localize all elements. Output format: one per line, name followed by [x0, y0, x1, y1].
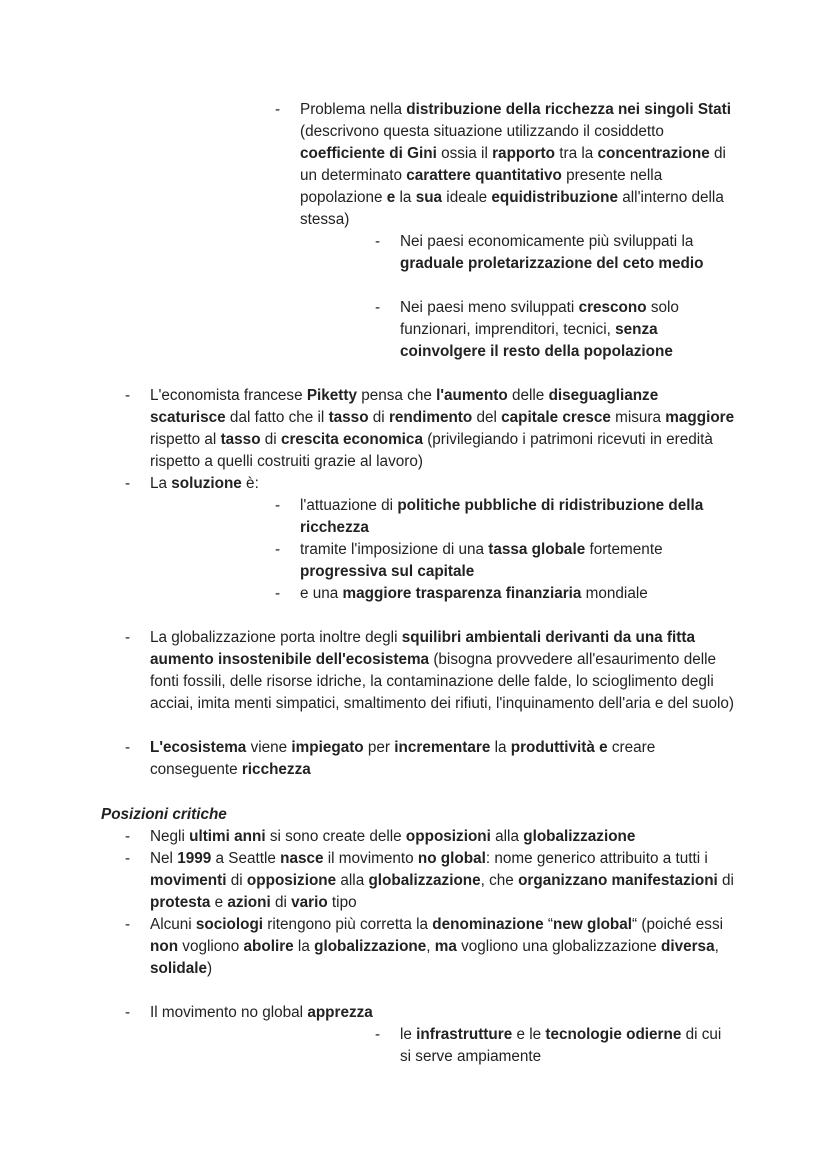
- bold-run: incrementare: [394, 739, 491, 756]
- text-run: Problema nella: [300, 101, 407, 118]
- bullet-text: [125, 737, 735, 781]
- dash-marker: -: [275, 101, 281, 118]
- bold-run: movimenti: [150, 872, 227, 889]
- bullet-text: [275, 539, 735, 583]
- bold-run: opposizioni: [405, 828, 491, 845]
- text-run: a Seattle: [211, 850, 281, 867]
- dash-marker: -: [375, 299, 381, 316]
- dash-marker: -: [125, 916, 131, 933]
- bullet-new-global: [125, 914, 735, 980]
- bold-run: tecnologie odierne: [545, 1026, 682, 1043]
- text-run: mondiale: [581, 585, 648, 602]
- sub-bullet-infrastrutture: [375, 1024, 735, 1068]
- text-run: è:: [241, 475, 259, 492]
- bullet-text: [275, 495, 735, 539]
- bold-run: maggiore trasparenza finanziaria: [342, 585, 582, 602]
- dash-marker: -: [275, 585, 281, 602]
- bold-run: ricchezza: [241, 761, 311, 778]
- text-run: ,: [714, 938, 719, 955]
- dash-marker: -: [125, 629, 131, 646]
- text-run: viene: [246, 739, 292, 756]
- bold-run: azioni: [227, 894, 271, 911]
- text-run: ritengono più corretta la: [263, 916, 433, 933]
- text-run: la: [490, 739, 511, 756]
- bold-run: crescita economica: [280, 431, 423, 448]
- bold-run: senza coinvolgere il resto della popolazione: [400, 321, 673, 360]
- text-run: rispetto al: [150, 431, 221, 448]
- bold-run: squilibri ambientali derivanti da una fitta aumento insostenibile dell'ecosistema: [150, 629, 695, 668]
- bold-run: l'aumento: [436, 387, 508, 404]
- text-run: : nome generico attribuito a tutti i: [485, 850, 708, 867]
- bold-run: no global: [417, 850, 486, 867]
- bold-run: soluzione: [171, 475, 242, 492]
- text-run: pensa che: [357, 387, 437, 404]
- bold-run: solidale: [150, 960, 207, 977]
- bullet-text: [125, 385, 735, 473]
- bold-run: Piketty: [306, 387, 357, 404]
- text-run: di: [270, 894, 292, 911]
- bullet-text: [275, 99, 735, 231]
- bullet-distribuzione: [275, 99, 735, 231]
- text-run: la: [395, 189, 416, 206]
- bold-run: apprezza: [307, 1004, 373, 1021]
- bold-run: L'ecosistema: [150, 739, 247, 756]
- text-run: dal fatto che il: [225, 409, 329, 426]
- bold-run: capitale cresce: [501, 409, 611, 426]
- bullet-ecosistema: [125, 737, 735, 781]
- bullet-text: [125, 914, 735, 980]
- bullet-squilibri-ambientali: [125, 627, 735, 715]
- bold-run: abolire: [243, 938, 294, 955]
- text-run: La: [150, 475, 172, 492]
- dash-marker: -: [375, 233, 381, 250]
- bold-run: opposizione: [246, 872, 337, 889]
- text-run: ideale: [442, 189, 492, 206]
- dash-marker: -: [125, 828, 131, 845]
- bold-run: rapporto: [492, 145, 555, 162]
- text-run: Il movimento no global: [150, 1004, 308, 1021]
- bullet-text: [375, 1024, 735, 1068]
- dash-marker: -: [125, 739, 131, 756]
- text-run: solo funzionari, imprenditori, tecnici,: [400, 299, 679, 338]
- text-run: di: [368, 409, 389, 426]
- bold-run: protesta: [150, 894, 211, 911]
- bullet-soluzione: [125, 473, 735, 495]
- text-run: di: [717, 872, 734, 889]
- text-run: l'attuazione di: [300, 497, 398, 514]
- text-run: di: [226, 872, 247, 889]
- dash-marker: -: [125, 387, 131, 404]
- text-run: L'economista francese: [150, 387, 307, 404]
- bold-run: organizzano manifestazioni: [518, 872, 718, 889]
- bold-run: globalizzazione: [368, 872, 481, 889]
- text-run: Nei paesi economicamente più sviluppati la: [400, 233, 694, 250]
- text-run: e: [210, 894, 228, 911]
- text-run: e una: [300, 585, 343, 602]
- bold-run: tassa globale: [488, 541, 586, 558]
- sub-bullet-politiche: [275, 495, 735, 539]
- bold-run: ultimi anni: [189, 828, 266, 845]
- bold-run: equidistribuzione: [491, 189, 619, 206]
- bold-run: graduale proletarizzazione del ceto medio: [400, 255, 704, 272]
- bullet-apprezza: [125, 1002, 735, 1024]
- text-run: “ (poiché essi: [632, 916, 723, 933]
- text-run: Negli: [150, 828, 190, 845]
- bullet-text: [375, 297, 735, 363]
- text-run: presente nella popolazione: [300, 167, 663, 206]
- text-run: fortemente: [585, 541, 663, 558]
- bold-run: carattere quantitativo: [406, 167, 562, 184]
- bold-run: maggiore: [665, 409, 735, 426]
- text-run: tra la: [555, 145, 598, 162]
- sub-bullet-trasparenza: [275, 583, 735, 605]
- bold-run: progressiva sul capitale: [300, 563, 475, 580]
- bullet-text: [125, 1002, 735, 1024]
- text-run: ossia il: [436, 145, 493, 162]
- text-run: di: [260, 431, 281, 448]
- section-heading: Posizioni critiche: [101, 806, 227, 823]
- dash-marker: -: [125, 1004, 131, 1021]
- text-run: di un determinato: [300, 145, 726, 184]
- bold-run: globalizzazione: [314, 938, 427, 955]
- text-run: tipo: [327, 894, 357, 911]
- text-run: “: [543, 916, 553, 933]
- dash-marker: -: [125, 475, 131, 492]
- text-run: creare conseguente: [150, 739, 656, 778]
- bold-run: diseguaglianze scaturisce: [150, 387, 659, 426]
- text-run: delle: [507, 387, 549, 404]
- bullet-text: [125, 848, 735, 914]
- text-run: ): [206, 960, 213, 977]
- sub-bullet-meno-sviluppati: [375, 297, 735, 363]
- text-run: ,: [426, 938, 435, 955]
- text-run: e le: [512, 1026, 546, 1043]
- bold-run: sua: [415, 189, 443, 206]
- bullet-text: [125, 826, 735, 848]
- dash-marker: -: [275, 541, 281, 558]
- text-run: la: [293, 938, 315, 955]
- text-run: le: [400, 1026, 417, 1043]
- text-run: del: [472, 409, 502, 426]
- text-run: si sono create delle: [265, 828, 406, 845]
- text-run: tramite l'imposizione di una: [300, 541, 489, 558]
- text-run: (privilegiando i patrimoni ricevuti in eredità rispetto a quelli costruiti grazie al lavoro): [150, 431, 713, 470]
- text-run: Nei paesi meno sviluppati: [400, 299, 579, 316]
- bullet-text: [125, 473, 735, 495]
- bullet-text: [375, 231, 735, 275]
- bold-run: infrastrutture: [416, 1026, 513, 1043]
- bold-run: tasso: [220, 431, 261, 448]
- bold-run: e: [386, 189, 396, 206]
- bold-run: ma: [434, 938, 457, 955]
- text-run: all'interno della stessa): [300, 189, 724, 228]
- text-run: Nel: [150, 850, 178, 867]
- text-run: vogliono: [178, 938, 244, 955]
- text-run: (descrivono questa situazione utilizzando il cosiddetto: [300, 123, 664, 140]
- text-run: per: [363, 739, 395, 756]
- bold-run: sociologi: [195, 916, 264, 933]
- bullet-seattle: [125, 848, 735, 914]
- bold-run: impiegato: [291, 739, 364, 756]
- bold-run: politiche pubbliche di ridistribuzione della ricchezza: [300, 497, 704, 536]
- sub-bullet-sviluppati: [375, 231, 735, 275]
- sub-bullet-tassa: [275, 539, 735, 583]
- dash-marker: -: [275, 497, 281, 514]
- bold-run: concentrazione: [597, 145, 710, 162]
- bold-run: diversa: [661, 938, 715, 955]
- dash-marker: -: [125, 850, 131, 867]
- bold-run: denominazione: [432, 916, 544, 933]
- bold-run: new global: [552, 916, 633, 933]
- bold-run: distribuzione della ricchezza nei singoli Stati: [406, 101, 731, 118]
- bullet-text: [125, 627, 735, 715]
- text-run: il movimento: [323, 850, 418, 867]
- text-run: alla: [336, 872, 369, 889]
- dash-marker: -: [375, 1026, 381, 1043]
- bullet-text: [275, 583, 735, 605]
- bold-run: tasso: [328, 409, 369, 426]
- text-run: (bisogna provvedere all'esaurimento delle fonti fossili, delle risorse idriche, la contaminazione delle falde, lo scioglimento degli acciai, imita menti simpatici, smaltimento dei rifiuti, l'inquinamento dell'aria e del suolo): [150, 651, 734, 712]
- text-run: , che: [480, 872, 519, 889]
- bold-run: nasce: [280, 850, 324, 867]
- bold-run: produttività e: [510, 739, 608, 756]
- bullet-piketty: [125, 385, 735, 473]
- bold-run: globalizzazione: [523, 828, 636, 845]
- text-run: La globalizzazione porta inoltre degli: [150, 629, 402, 646]
- bold-run: crescono: [578, 299, 647, 316]
- bold-run: rendimento: [388, 409, 473, 426]
- bold-run: coefficiente di Gini: [300, 145, 437, 162]
- text-run: di cui si serve ampiamente: [400, 1026, 722, 1065]
- bold-run: 1999: [177, 850, 212, 867]
- text-run: misura: [610, 409, 666, 426]
- bullet-opposizioni: [125, 826, 735, 848]
- bold-run: non: [150, 938, 179, 955]
- text-run: alla: [490, 828, 524, 845]
- text-run: Alcuni: [150, 916, 196, 933]
- bold-run: vario: [291, 894, 328, 911]
- text-run: vogliono una globalizzazione: [456, 938, 661, 955]
